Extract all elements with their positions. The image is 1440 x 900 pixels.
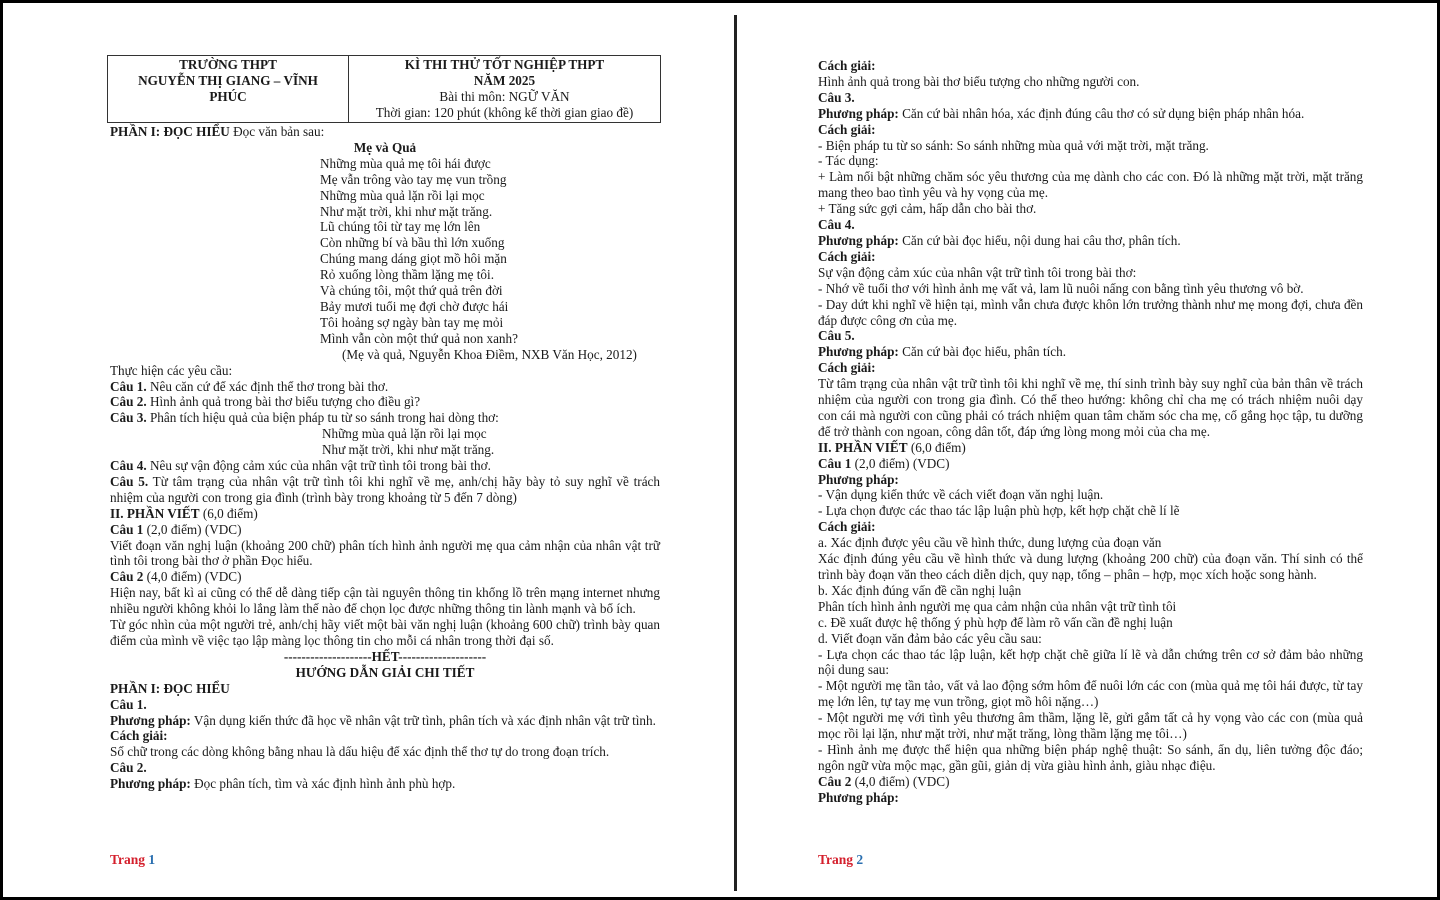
c4-method bbox=[818, 233, 1363, 249]
footer-page-number: 1 bbox=[148, 852, 156, 867]
guide-title: HƯỚNG DẪN GIẢI CHI TIẾT bbox=[295, 664, 475, 680]
part2-points: (6,0 điểm) bbox=[907, 439, 966, 455]
writing-q1-points: (2,0 điểm) (VDC) bbox=[143, 521, 242, 537]
w1-heading bbox=[818, 456, 1363, 472]
w1-points: (2,0 điểm) (VDC) bbox=[851, 455, 950, 471]
w1-label: Câu 1 bbox=[818, 455, 852, 471]
question-label: Câu 5. bbox=[110, 473, 149, 489]
poem-title: Mẹ và Quả bbox=[353, 139, 417, 155]
part1-heading: PHẦN I: ĐỌC HIỂU bbox=[110, 124, 230, 139]
w1-solution-line: Phân tích hình ảnh người mẹ qua cảm nhận của nhân vật trữ tình tôi bbox=[818, 598, 1177, 614]
w1-solution-line: a. Xác định được yêu cầu về hình thức, dung lượng của đoạn văn bbox=[818, 535, 1162, 551]
guide-c1-solution: Số chữ trong các dòng không bằng nhau là dấu hiệu để xác định thể thơ tự do trong đoạn trích. bbox=[110, 744, 610, 760]
guide-c2-method bbox=[110, 776, 660, 792]
page-1-footer bbox=[110, 852, 155, 868]
question-4 bbox=[110, 458, 660, 474]
method-text: Đọc phân tích, tìm và xác định hình ảnh phù hợp. bbox=[190, 776, 456, 792]
c3-solution-line: + Tăng sức gợi cảm, hấp dẫn cho bài thơ. bbox=[818, 201, 1037, 217]
footer-page-number: 2 bbox=[856, 852, 864, 867]
poem-line: Và chúng tôi, một thứ quả trên đời bbox=[320, 283, 503, 299]
poem-line: Lũ chúng tôi từ tay mẹ lớn lên bbox=[320, 219, 481, 235]
solution-label: Cách giải: bbox=[818, 248, 876, 264]
writing-q2-heading bbox=[110, 569, 660, 585]
footer-page-word: Trang bbox=[110, 852, 149, 867]
method-label: Phương pháp: bbox=[818, 789, 899, 805]
w1-method-line: - Lựa chọn được các thao tác lập luận phù hợp, kết hợp chặt chẽ lí lẽ bbox=[818, 503, 1180, 519]
method-text: Vận dụng kiến thức đã học về nhân vật trữ tình, phân tích và xác định nhân vật trữ tình. bbox=[190, 712, 656, 728]
solution-label: Cách giải: bbox=[818, 519, 876, 535]
part1-intro bbox=[110, 124, 660, 140]
school-line: PHÚC bbox=[209, 89, 247, 104]
w1-solution-line: - Hình ảnh mẹ được thể hiện qua những biện pháp nghệ thuật: So sánh, ẩn dụ, liên tưởng độc đáo; ngôn ngữ vừa mộc mạc, gần gũi, giản dị vừa giàu hình ảnh, giàu nhạc điệu. bbox=[818, 741, 1363, 773]
writing-q2-text-2: Từ góc nhìn của một người trẻ, anh/chị hãy viết một bài văn nghị luận (khoảng 600 chữ) trình bày quan điểm của mình về việc tạo lập màng lọc thông tin cho mỗi cá nhân trong thời đại số. bbox=[110, 617, 660, 648]
solution-label: Cách giải: bbox=[818, 58, 876, 73]
question-text: Hình ảnh quả trong bài thơ biểu tượng cho điều gì? bbox=[146, 394, 421, 410]
writing-q1-text: Viết đoạn văn nghị luận (khoảng 200 chữ) phân tích hình ảnh người mẹ qua cảm nhận của nhân vật trữ tình tôi trong bài thơ ở phần Đọc hiểu. bbox=[110, 537, 660, 569]
exam-duration: Thời gian: 120 phút (không kể thời gian giao đề) bbox=[375, 105, 634, 120]
c3-solution-line: - Tác dụng: bbox=[818, 153, 879, 169]
c3-solution-line: + Làm nổi bật những chăm sóc yêu thương của mẹ dành cho các con. Đó là những mặt trời, mặt trăng mang theo bao tình yêu và hy vọng của mẹ. bbox=[818, 169, 1363, 201]
question-3 bbox=[110, 410, 660, 426]
w2-points: (4,0 điểm) (VDC) bbox=[851, 773, 950, 789]
w1-solution-line: d. Viết đoạn văn đảm bảo các yêu cầu sau: bbox=[818, 630, 1042, 646]
solution-label: Cách giải: bbox=[818, 121, 876, 137]
requirements-intro: Thực hiện các yêu cầu: bbox=[110, 362, 233, 378]
school-line: NGUYỄN THỊ GIANG – VĨNH bbox=[138, 73, 318, 88]
poem bbox=[110, 156, 660, 363]
method-label: Phương pháp: bbox=[818, 471, 899, 487]
poem-line: Mình vẫn còn một thứ quả non xanh? bbox=[320, 330, 518, 346]
poem-line: Những mùa quả mẹ tôi hái được bbox=[320, 155, 491, 171]
c5-label: Câu 5. bbox=[818, 328, 855, 344]
question-1 bbox=[110, 379, 660, 395]
poem-line: Chúng mang dáng giọt mồ hôi mặn bbox=[320, 251, 507, 267]
w2-label: Câu 2 bbox=[818, 773, 852, 789]
method-label: Phương pháp: bbox=[110, 712, 191, 728]
document-viewer bbox=[3, 3, 1437, 897]
w1-method-line: - Vận dụng kiến thức về cách viết đoạn văn nghị luận. bbox=[818, 487, 1104, 503]
poem-line: Những mùa quả lặn rồi lại mọc bbox=[320, 187, 485, 203]
question-label: Câu 3. bbox=[110, 410, 147, 426]
q3-quote-line: Như mặt trời, khi như mặt trăng. bbox=[322, 442, 495, 458]
w1-solution-line: Xác định đúng yêu cầu về hình thức và dung lượng (khoảng 200 chữ) của đoạn văn. Thí sinh có thể trình bày đoạn văn theo cách diễn dịch, quy nạp, tổng – phân – hợp, mọc xích hoặc song hành. bbox=[818, 551, 1363, 582]
part2-heading bbox=[818, 440, 1363, 456]
page-divider bbox=[734, 15, 737, 891]
method-label: Phương pháp: bbox=[818, 344, 899, 360]
writing-q2-points: (4,0 điểm) (VDC) bbox=[143, 569, 242, 585]
writing-q2-text-1: Hiện nay, bất kì ai cũng có thể dễ dàng tiếp cận tài nguyên thông tin khổng lồ trên mạng internet nhưng nhiều người không khỏi lo lắng làm thế nào để chọn lọc được những thông tin lành mạnh và bổ ích. bbox=[110, 585, 660, 617]
exam-header-table bbox=[107, 55, 661, 123]
part2-title: II. PHẦN VIẾT bbox=[818, 439, 908, 455]
w2-heading bbox=[818, 774, 1363, 790]
school-name bbox=[108, 56, 349, 123]
question-text: Từ tâm trạng của nhân vật trữ tình tôi khi nghĩ về mẹ, anh/chị hãy bày tỏ suy nghĩ về trách nhiệm của người con trong gia đình (trình bày trong khoảng từ 5 đến 7 dòng) bbox=[110, 473, 661, 505]
writing-q2-label: Câu 2 bbox=[110, 569, 144, 585]
c4-label: Câu 4. bbox=[818, 217, 855, 233]
c4-solution-line: Sự vận động cảm xúc của nhân vật trữ tình tôi trong bài thơ: bbox=[818, 264, 1137, 280]
poem-line: Bảy mươi tuổi mẹ đợi chờ được hái bbox=[320, 298, 509, 314]
question-text: Nêu căn cứ để xác định thể thơ trong bài thơ. bbox=[146, 378, 389, 394]
poem-line: Rỏ xuống lòng thầm lặng mẹ tôi. bbox=[320, 267, 494, 283]
question-2 bbox=[110, 394, 660, 410]
method-text: Căn cứ bài đọc hiểu, phân tích. bbox=[898, 344, 1067, 360]
c4-solution-line: - Nhớ về tuổi thơ với hình ảnh mẹ vất vả, lam lũ nuôi nấng con bằng tình yêu thương vô bờ. bbox=[818, 280, 1304, 296]
footer-page-word: Trang bbox=[818, 852, 857, 867]
q3-quote-line: Những mùa quả lặn rồi lại mọc bbox=[322, 426, 487, 442]
part2-title: II. PHẦN VIẾT bbox=[110, 505, 200, 521]
c5-method bbox=[818, 344, 1363, 360]
solution-label: Cách giải: bbox=[818, 360, 876, 376]
c3-solution-line: - Biện pháp tu từ so sánh: So sánh những mùa quả với mặt trời, mặt trăng. bbox=[818, 137, 1209, 153]
poem-line: Tôi hoảng sợ ngày bàn tay mẹ mỏi bbox=[320, 314, 504, 330]
poem-source: (Mẹ và quả, Nguyễn Khoa Điềm, NXB Văn Học, 2012) bbox=[342, 346, 637, 362]
question-5 bbox=[110, 474, 660, 506]
c3-method bbox=[818, 106, 1363, 122]
c4-solution-line: - Day dứt khi nghĩ về hiện tại, mình vẫn chưa được khôn lớn trưởng thành như mẹ mong đợi, chưa đền đáp được công ơn của mẹ. bbox=[818, 296, 1363, 328]
w1-solution-line: b. Xác định đúng vấn đề cần nghị luận bbox=[818, 582, 1022, 598]
method-text: Căn cứ bài nhân hóa, xác định đúng câu thơ có sử dụng biện pháp nhân hóa. bbox=[898, 105, 1305, 121]
c3-label: Câu 3. bbox=[818, 89, 855, 105]
exam-info bbox=[349, 56, 661, 123]
question-label: Câu 2. bbox=[110, 394, 147, 410]
w1-solution-line: c. Đề xuất được hệ thống ý phù hợp để làm rõ vấn cần đề nghị luận bbox=[818, 614, 1173, 630]
guide-c2-label: Câu 2. bbox=[110, 760, 147, 776]
end-marker: --------------------HẾT-------------------- bbox=[283, 648, 487, 664]
question-text: Phân tích hiệu quả của biện pháp tu từ so sánh trong hai dòng thơ: bbox=[146, 410, 499, 426]
method-label: Phương pháp: bbox=[818, 232, 899, 248]
question-label: Câu 1. bbox=[110, 378, 147, 394]
page-2 bbox=[818, 58, 1363, 806]
exam-title: KÌ THI THỬ TỐT NGHIỆP THPT bbox=[404, 57, 605, 72]
method-label: Phương pháp: bbox=[818, 105, 899, 121]
guide-c1-method bbox=[110, 713, 660, 729]
exam-subject: Bài thi môn: NGỮ VĂN bbox=[439, 89, 570, 104]
poem-line: Còn những bí và bầu thì lớn xuống bbox=[320, 235, 505, 251]
question-label: Câu 4. bbox=[110, 458, 147, 474]
guide-part1-heading: PHẦN I: ĐỌC HIỂU bbox=[110, 680, 230, 696]
part2-points: (6,0 điểm) bbox=[199, 505, 258, 521]
method-text: Căn cứ bài đọc hiểu, nội dung hai câu thơ, phân tích. bbox=[898, 232, 1181, 248]
guide-c1-label: Câu 1. bbox=[110, 696, 147, 712]
solution-label: Cách giải: bbox=[110, 728, 168, 744]
writing-q1-heading bbox=[110, 522, 660, 538]
poem-line: Như mặt trời, khi như mặt trăng. bbox=[320, 203, 493, 219]
c5-solution: Từ tâm trạng của nhân vật trữ tình tôi khi nghĩ về mẹ, thí sinh trình bày suy nghĩ của bản thân về trách nhiệm của người con trong gia đình. Có thể theo hướng: không chỉ cha mẹ có trách nhiệm nuôi dạy con cái mà người con cũng phải có trách nhiệm quan tâm chăm sóc cha mẹ, cố gắng học tập, tu dưỡng để trở thành con ngoan, công dân tốt, đáp ứng lòng mong mỏi của cha mẹ. bbox=[818, 376, 1363, 439]
exam-year: NĂM 2025 bbox=[473, 73, 536, 88]
question-text: Nêu sự vận động cảm xúc của nhân vật trữ tình tôi trong bài thơ. bbox=[146, 458, 491, 474]
part1-instruction: Đọc văn bản sau: bbox=[229, 124, 325, 139]
page-2-footer bbox=[818, 852, 863, 868]
writing-q1-label: Câu 1 bbox=[110, 521, 144, 537]
school-line: TRƯỜNG THPT bbox=[179, 57, 277, 72]
w1-solution-line: - Lựa chọn các thao tác lập luận, kết hợp chặt chẽ giữa lí lẽ và dẫn chứng trên cơ sở đảm bảo những nội dung sau: bbox=[818, 646, 1363, 678]
poem-line: Mẹ vẫn trông vào tay mẹ vun trồng bbox=[320, 171, 507, 187]
w1-solution-line: - Một người mẹ với tình yêu thương âm thầm, lặng lẽ, gửi gắm tất cả hy vọng vào các con (mùa quả mọc rồi lại lặn, như mặt trời, như mặt trăng, lòng thầm lặng mẹ tôi…) bbox=[818, 710, 1363, 742]
page-1 bbox=[110, 55, 660, 792]
w1-solution-line: - Một người mẹ tần tảo, vất vả lao động sớm hôm để nuôi lớn các con (mùa quả mẹ tôi hái được, từ tay mẹ lớn lên, tự tay mẹ vun trồng, giọt mồ hôi nặng…) bbox=[818, 678, 1363, 710]
method-label: Phương pháp: bbox=[110, 776, 191, 792]
part2-heading bbox=[110, 506, 660, 522]
c2-solution: Hình ảnh quả trong bài thơ biểu tượng cho những người con. bbox=[818, 73, 1140, 89]
